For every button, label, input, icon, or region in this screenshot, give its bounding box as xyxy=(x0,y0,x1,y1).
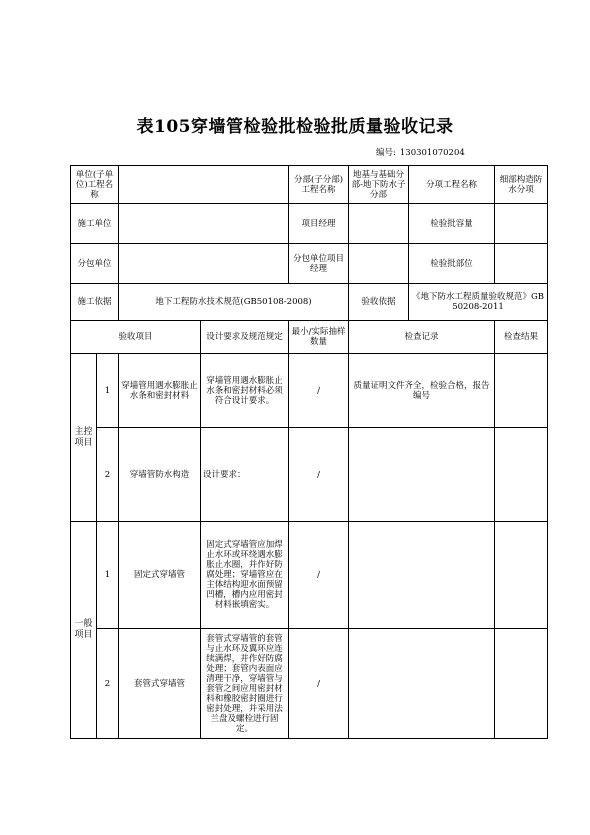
subcontract-value[interactable] xyxy=(119,244,289,284)
item-sample[interactable]: / xyxy=(289,354,349,428)
column-design: 设计要求及规范规定 xyxy=(201,321,289,354)
subitem-label: 分项工程名称 xyxy=(409,166,495,204)
item-result[interactable] xyxy=(495,428,548,522)
subitem-value[interactable]: 细部构造防水分项 xyxy=(495,166,548,204)
division-value[interactable]: 地基与基础分部-地下防水子分部 xyxy=(349,166,409,204)
subcontract-label: 分包单位 xyxy=(71,244,119,284)
manager-label: 项目经理 xyxy=(289,204,349,244)
item-result[interactable] xyxy=(495,522,548,629)
item-design: 固定式穿墙管应加焊止水环或环绕遇水膨胀止水圈，并作好防腐处理；穿墙管应在主体结构迎水面预留凹槽，槽内应用密封材料嵌填密实。 xyxy=(201,522,289,629)
sub-manager-label: 分包单位项目经理 xyxy=(289,244,349,284)
construction-unit-value[interactable] xyxy=(119,204,289,244)
acceptance-basis-value: 《地下防水工程质量验收规范》GB50208-2011 xyxy=(409,284,548,321)
main-group-label: 主控项目 xyxy=(71,354,97,522)
column-sample: 最小/实际抽样数量 xyxy=(289,321,349,354)
code-value: 130301070204 xyxy=(399,148,465,158)
construction-unit-label: 施工单位 xyxy=(71,204,119,244)
division-label: 分部(子分部)工程名称 xyxy=(289,166,349,204)
item-record[interactable]: 质量证明文件齐全，检验合格，报告编号 xyxy=(349,354,495,428)
item-name: 套管式穿墙管 xyxy=(119,629,201,739)
table-row xyxy=(71,354,548,428)
item-number: 1 xyxy=(97,354,119,428)
item-name: 穿墙管用遇水膨胀止水条和密封材料 xyxy=(119,354,201,428)
general-group-label: 一般项目 xyxy=(71,522,97,739)
item-design: 穿墙管用遇水膨胀止水条和密封材料必须符合设计要求。 xyxy=(201,354,289,428)
location-label: 检验批部位 xyxy=(409,244,495,284)
code-label: 编号: xyxy=(376,148,396,158)
column-record: 检查记录 xyxy=(349,321,495,354)
item-result[interactable] xyxy=(495,629,548,739)
item-sample[interactable]: / xyxy=(289,428,349,522)
sub-manager-value[interactable] xyxy=(349,244,409,284)
item-record[interactable] xyxy=(349,629,495,739)
item-record[interactable] xyxy=(349,428,495,522)
item-result[interactable] xyxy=(495,354,548,428)
manager-value[interactable] xyxy=(349,204,409,244)
acceptance-basis-label: 验收依据 xyxy=(349,284,409,321)
capacity-value[interactable] xyxy=(495,204,548,244)
column-item: 验收项目 xyxy=(71,321,201,354)
item-design: 设计要求： xyxy=(201,428,289,522)
record-code xyxy=(372,146,465,158)
page-title: 表105穿墙管检验批检验批质量验收记录 xyxy=(136,117,454,137)
item-design: 套管式穿墙管的套管与止水环及翼环应连续满焊，并作好防腐处理；套管内表面应清理干净，穿墙管与套管之间应用密封材料和橡胶密封圈进行密封处理，并采用法兰盘及螺栓进行固定。 xyxy=(201,629,289,739)
basis-label: 施工依据 xyxy=(71,284,119,321)
table-row xyxy=(71,629,548,739)
item-name: 穿墙管防水构造 xyxy=(119,428,201,522)
capacity-label: 检验批容量 xyxy=(409,204,495,244)
column-result: 检查结果 xyxy=(495,321,548,354)
location-value[interactable] xyxy=(495,244,548,284)
item-sample[interactable]: / xyxy=(289,522,349,629)
unit-label: 单位(子单位)工程名称 xyxy=(71,166,119,204)
table-row xyxy=(71,428,548,522)
table-row xyxy=(71,522,548,629)
item-name: 固定式穿墙管 xyxy=(119,522,201,629)
item-number: 2 xyxy=(97,428,119,522)
acceptance-record-table xyxy=(70,165,548,739)
basis-value: 地下工程防水技术规范(GB50108-2008) xyxy=(119,284,349,321)
unit-value[interactable] xyxy=(119,166,289,204)
item-record[interactable] xyxy=(349,522,495,629)
item-number: 1 xyxy=(97,522,119,629)
item-sample[interactable]: / xyxy=(289,629,349,739)
item-number: 2 xyxy=(97,629,119,739)
